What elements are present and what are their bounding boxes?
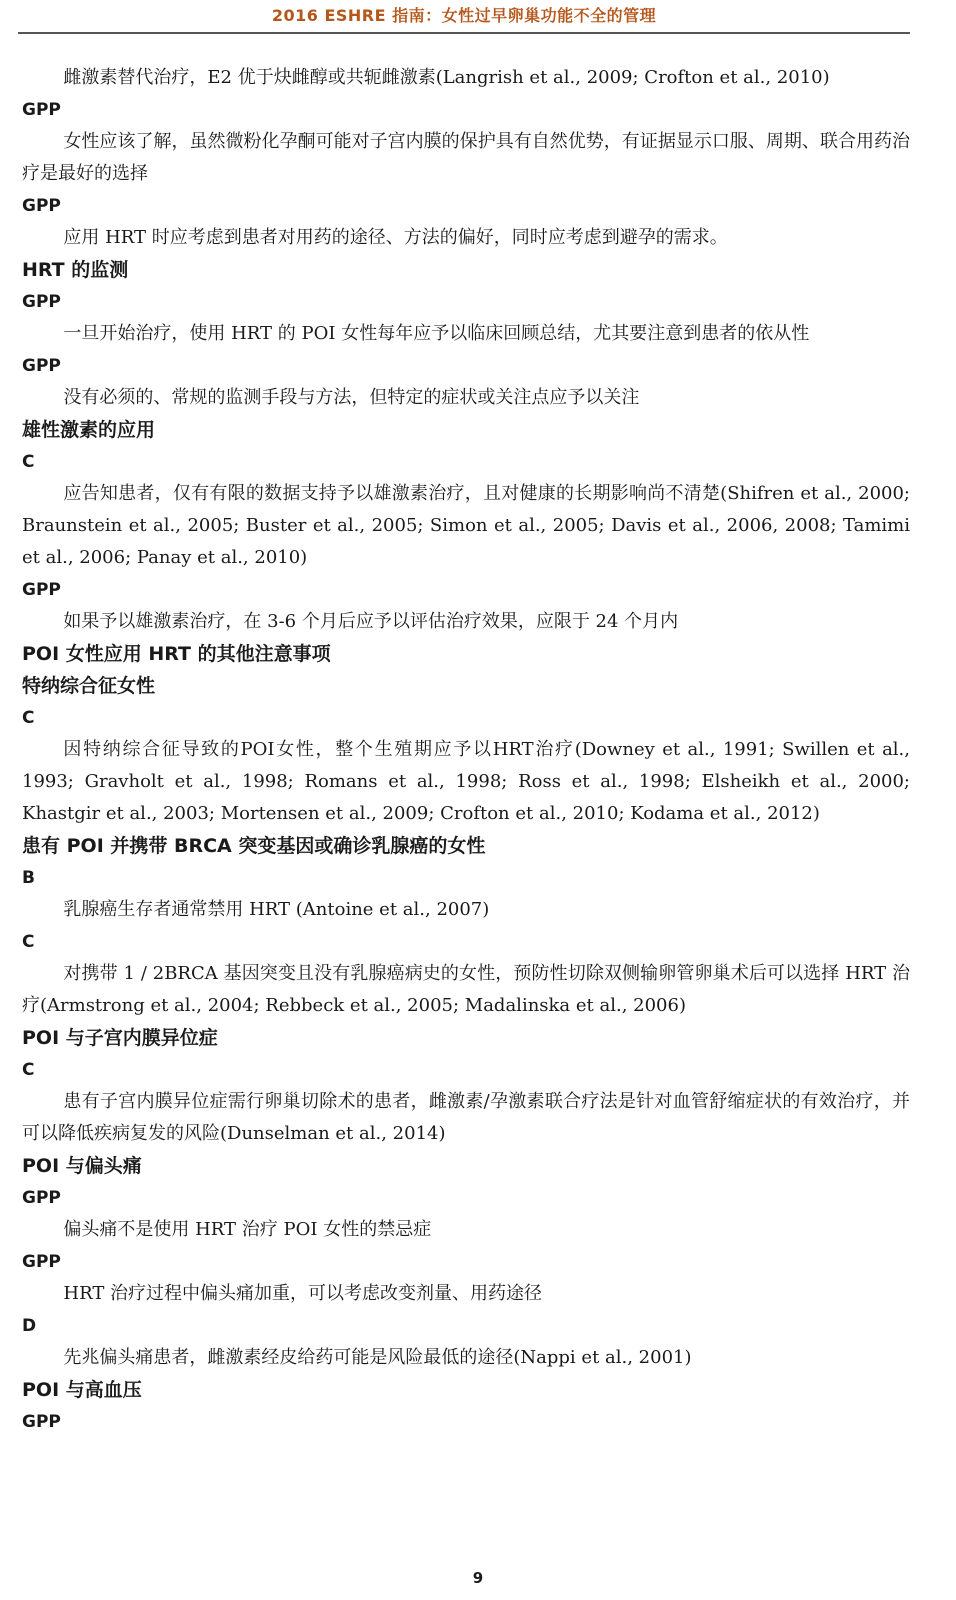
paragraph-endometriosis: 患有子宫内膜异位症需行卵巢切除术的患者，雌激素/孕激素联合疗法是针对血管舒缩症状的有效治疗，并可以降低疾病复发的风险(Dunselman et al., 2014) xyxy=(22,1091,910,1144)
page-number: 9 xyxy=(472,1569,484,1587)
recommendation-grade: D xyxy=(22,1316,37,1336)
paragraph-turner-hrt: 因特纳综合征导致的POI女性，整个生殖期应予以HRT治疗(Downey et al., 1991; Swillen et al., 1993; Gravholt et al., 1998; Romans et al., 1998; Ross et al., 1998; Elsheikh et al., 2000; Khastgir et al., 2003; Mortensen et al., 2009; Crofton et al., 2010; Kodama et al., 2012) xyxy=(22,739,910,824)
paragraph-annual-review: 一旦开始治疗，使用 HRT 的 POI 女性每年应予以临床回顾总结，尤其要注意到患者的依从性 xyxy=(63,323,810,344)
section-heading-hypertension: POI 与高血压 xyxy=(22,1379,142,1401)
paragraph-androgen-data: 应告知患者，仅有有限的数据支持予以雄激素治疗，且对健康的长期影响尚不清楚(Shifren et al., 2000; Braunstein et al., 2005; Buster et al., 2005; Simon et al., 2005; Davis et al., 2006, 2008; Tamimi et al., 2006; Panay et al., 2010) xyxy=(22,483,910,568)
section-heading-endometriosis: POI 与子宫内膜异位症 xyxy=(22,1027,218,1049)
recommendation-grade: GPP xyxy=(22,1188,61,1208)
recommendation-grade: GPP xyxy=(22,1412,61,1432)
recommendation-grade: GPP xyxy=(22,196,61,216)
page-header xyxy=(18,4,910,34)
section-heading-hrt-monitoring: HRT 的监测 xyxy=(22,259,129,281)
recommendation-grade: GPP xyxy=(22,580,61,600)
document-body xyxy=(22,62,910,1438)
section-heading-brca-breast-cancer: 患有 POI 并携带 BRCA 突变基因或确诊乳腺癌的女性 xyxy=(22,835,486,857)
paragraph-migraine-worsening: HRT 治疗过程中偏头痛加重，可以考虑改变剂量、用药途径 xyxy=(63,1283,543,1304)
recommendation-grade: GPP xyxy=(22,356,61,376)
paragraph-monitoring: 没有必须的、常规的监测手段与方法，但特定的症状或关注点应予以关注 xyxy=(63,387,640,408)
paragraph-breast-cancer-survivors: 乳腺癌生存者通常禁用 HRT (Antoine et al., 2007) xyxy=(63,899,490,920)
recommendation-grade: C xyxy=(22,452,35,472)
paragraph-progesterone: 女性应该了解，虽然微粉化孕酮可能对子宫内膜的保护具有自然优势，有证据显示口服、周期、联合用药治疗是最好的选择 xyxy=(22,131,910,184)
paragraph-aura-migraine: 先兆偏头痛患者，雌激素经皮给药可能是风险最低的途径(Nappi et al., 2001) xyxy=(63,1347,692,1368)
recommendation-grade: GPP xyxy=(22,100,61,120)
recommendation-grade: GPP xyxy=(22,1252,61,1272)
recommendation-grade: C xyxy=(22,932,35,952)
paragraph-hrt-preference: 应用 HRT 时应考虑到患者对用药的途径、方法的偏好，同时应考虑到避孕的需求。 xyxy=(63,227,728,248)
recommendation-grade: C xyxy=(22,1060,35,1080)
paragraph-androgen-evaluation: 如果予以雄激素治疗，在 3-6 个月后应予以评估治疗效果，应限于 24 个月内 xyxy=(63,611,679,632)
section-heading-androgen: 雄性激素的应用 xyxy=(22,419,156,441)
recommendation-grade: GPP xyxy=(22,292,61,312)
paragraph-estrogen-replacement: 雌激素替代治疗，E2 优于炔雌醇或共轭雌激素(Langrish et al., 2009; Crofton et al., 2010) xyxy=(63,67,830,88)
running-header-title: 2016 ESHRE 指南：女性过早卵巢功能不全的管理 xyxy=(271,6,657,25)
paragraph-migraine-not-contraindication: 偏头痛不是使用 HRT 治疗 POI 女性的禁忌症 xyxy=(63,1219,432,1240)
recommendation-grade: B xyxy=(22,868,35,888)
recommendation-grade: C xyxy=(22,708,35,728)
section-heading-other-considerations: POI 女性应用 HRT 的其他注意事项 xyxy=(22,643,331,665)
paragraph-brca-carriers: 对携带 1 / 2BRCA 基因突变且没有乳腺癌病史的女性，预防性切除双侧输卵管卵巢术后可以选择 HRT 治疗(Armstrong et al., 2004; Rebbeck et al., 2005; Madalinska et al., 2006) xyxy=(22,963,910,1016)
section-heading-turner-syndrome: 特纳综合征女性 xyxy=(22,675,156,697)
section-heading-migraine: POI 与偏头痛 xyxy=(22,1155,142,1177)
